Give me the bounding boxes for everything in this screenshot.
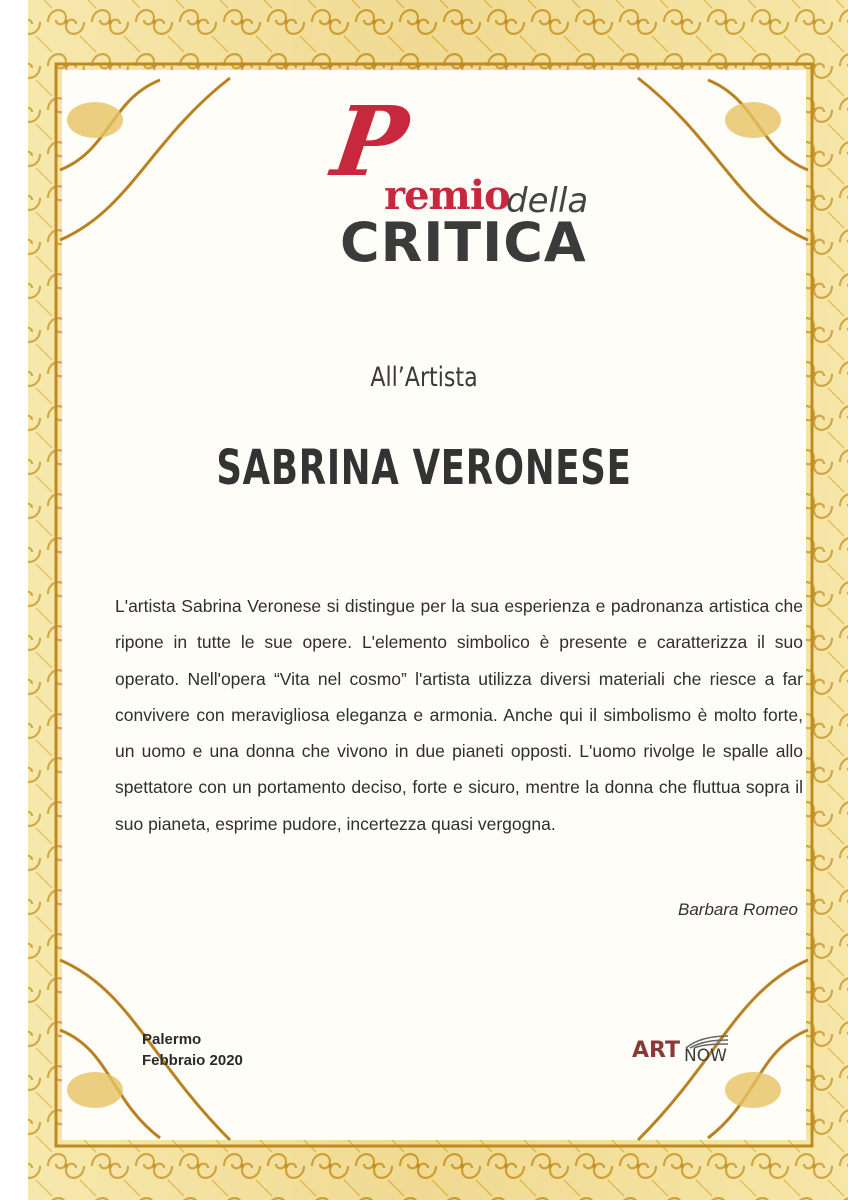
- place-label: Palermo: [142, 1031, 202, 1048]
- logo-critica: CRITICA: [340, 211, 587, 274]
- artnow-logo: [632, 1032, 742, 1078]
- artnow-art-text: ART: [632, 1038, 680, 1063]
- critic-signature: Barbara Romeo: [677, 900, 798, 919]
- premio-della-critica-logo: [326, 85, 626, 280]
- dedication-heading: All’Artista: [370, 362, 478, 393]
- place-and-date: [142, 1029, 243, 1071]
- logo-letter-p: P: [326, 85, 415, 198]
- date-label: Febbraio 2020: [142, 1052, 243, 1069]
- critique-paragraph: L'artista Sabrina Veronese si distingue per la sua esperienza e padronanza artistica che ripone in tutte le sue opere. L'elemento simbolico è presente e caratterizza il suo operato. Nell'opera “Vita nel cosmo” l'artista utilizza diversi materiali che riesce a far convivere con meravigliosa eleganza e armonia. Anche qui il simbolismo è molto forte, un uomo e una donna che vivono in due pianeti opposti. L'uomo rivolge le spalle allo spettatore con un portamento deciso, forte e sicuro, mentre la donna che fluttua sopra il suo pianeta, esprime pudore, incertezza quasi vergogna.: [115, 596, 803, 834]
- artist-name: SABRINA VERONESE: [216, 440, 632, 496]
- logo-della: della: [506, 181, 589, 221]
- logo-remio: remio: [384, 172, 510, 219]
- artnow-now-text: NOW: [684, 1046, 727, 1066]
